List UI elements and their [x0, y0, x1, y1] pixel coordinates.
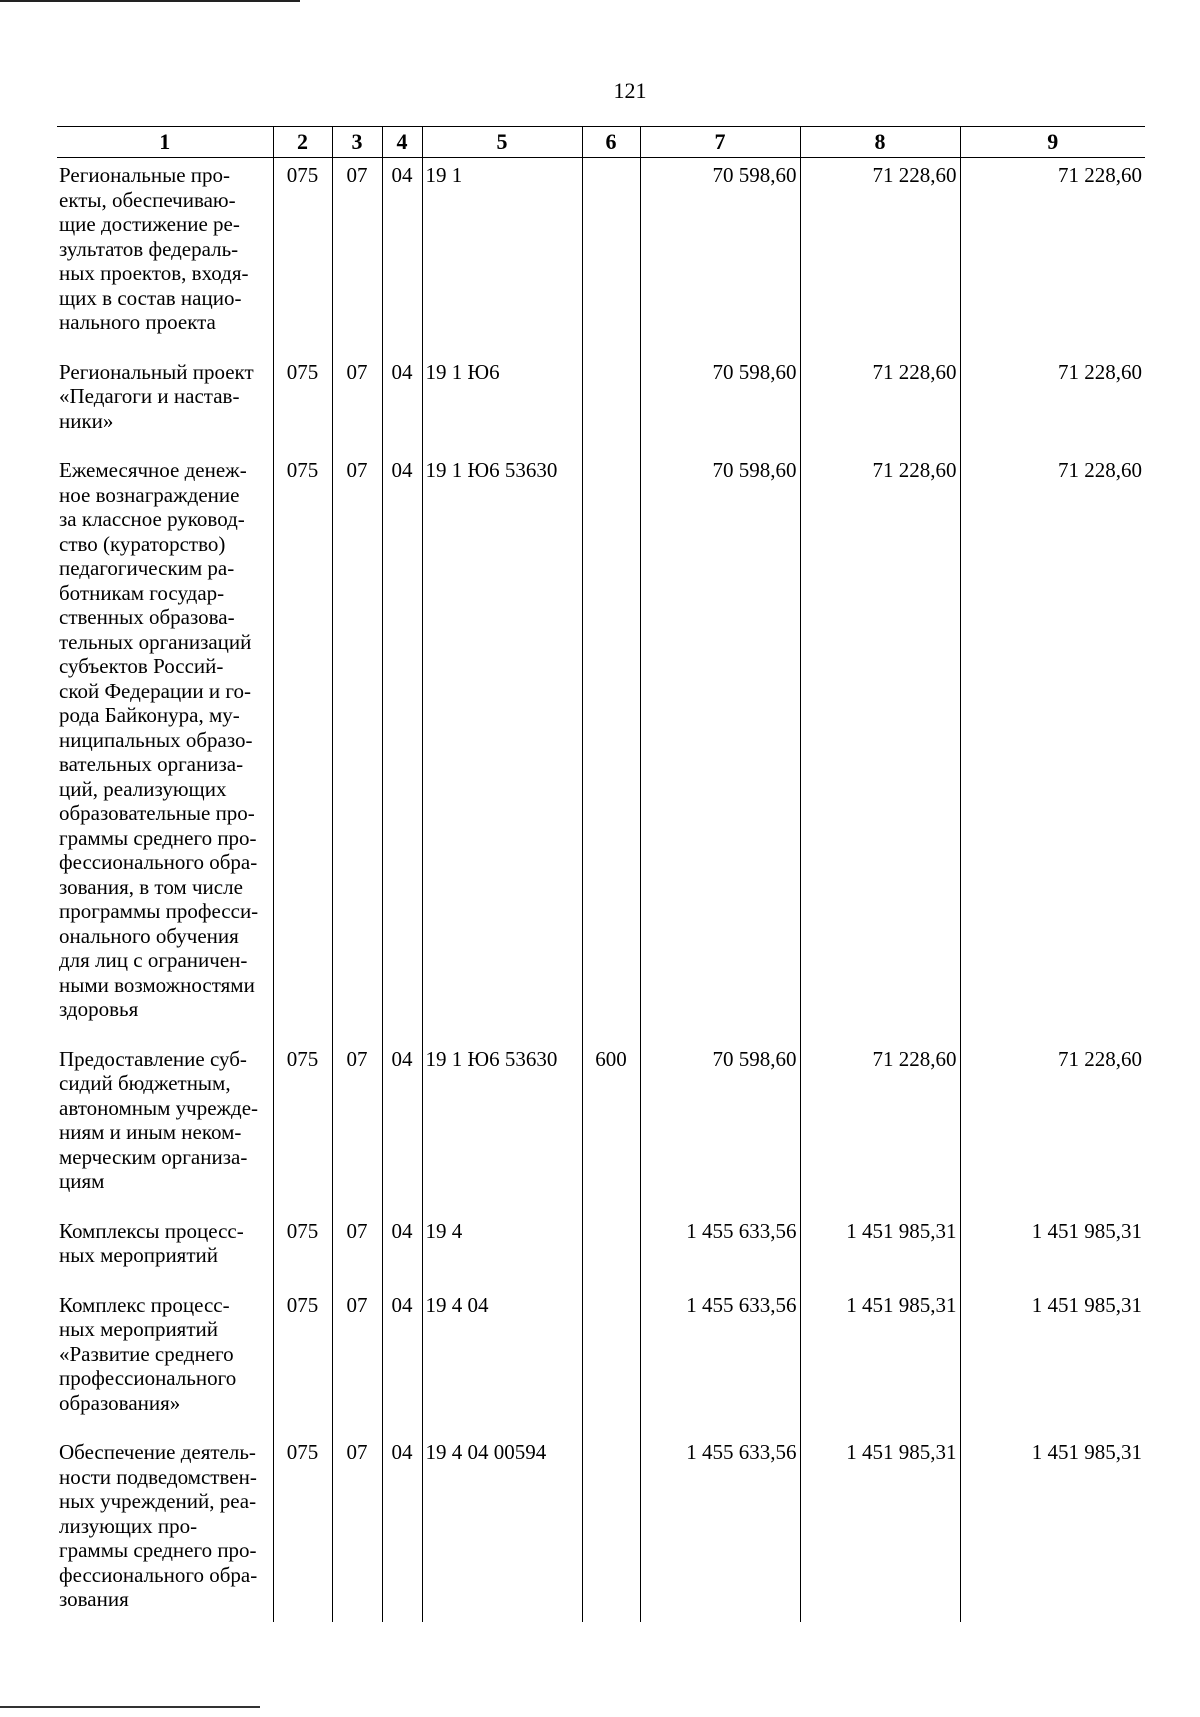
header-cell: 4 [382, 127, 422, 158]
table-row [57, 1214, 1145, 1288]
subsection-code-cell: 04 [382, 1435, 422, 1622]
amount-col8-cell: 71 228,60 [800, 158, 960, 355]
item-name-cell: Региональные про- екты, обеспечиваю- щие достижение ре- зультатов федераль- ных проектов, входя- щих в состав нацио- нального проекта [59, 163, 249, 334]
amount-col7-cell: 1 455 633,56 [640, 1435, 800, 1622]
target-item-cell: 19 1 Ю6 [422, 355, 582, 454]
table-row [57, 158, 1145, 355]
amount-col8-cell: 1 451 985,31 [800, 1214, 960, 1288]
ministry-code-cell: 075 [273, 1288, 332, 1436]
table-row [57, 453, 1145, 1042]
scan-border-top [0, 0, 300, 2]
item-name-cell: Предоставление суб- сидий бюджетным, автономным учрежде- ниям и иным неком- мерческим организа- циям [59, 1046, 259, 1193]
amount-col8-cell: 71 228,60 [800, 1042, 960, 1214]
subsection-code-cell: 04 [382, 453, 422, 1042]
amount-col7-cell: 1 455 633,56 [640, 1288, 800, 1436]
amount-col9-cell: 71 228,60 [960, 1042, 1145, 1214]
expense-type-cell [582, 1435, 640, 1622]
header-cell: 5 [422, 127, 582, 158]
amount-col9-cell: 71 228,60 [960, 453, 1145, 1042]
amount-col7-cell: 70 598,60 [640, 355, 800, 454]
ministry-code-cell: 075 [273, 1214, 332, 1288]
table-row [57, 1042, 1145, 1214]
amount-col9-cell: 71 228,60 [960, 355, 1145, 454]
amount-col7-cell: 70 598,60 [640, 453, 800, 1042]
amount-col7-cell: 1 455 633,56 [640, 1214, 800, 1288]
table-header [57, 127, 1145, 158]
ministry-code-cell: 075 [273, 355, 332, 454]
scan-border-bottom [0, 1706, 260, 1708]
header-cell: 6 [582, 127, 640, 158]
amount-col8-cell: 1 451 985,31 [800, 1435, 960, 1622]
amount-col8-cell: 1 451 985,31 [800, 1288, 960, 1436]
subsection-code-cell: 04 [382, 1042, 422, 1214]
subsection-code-cell: 04 [382, 355, 422, 454]
header-cell: 8 [800, 127, 960, 158]
section-code-cell: 07 [332, 1042, 382, 1214]
item-name-cell: Обеспечение деятель- ности подведомствен- ных учреждений, реа- лизующих про- граммы среднего про- фессионального обра- зования [59, 1440, 258, 1611]
target-item-cell: 19 4 04 [422, 1288, 582, 1436]
subsection-code-cell: 04 [382, 1288, 422, 1436]
expense-type-cell [582, 158, 640, 355]
header-cell: 1 [57, 127, 273, 158]
header-cell: 3 [332, 127, 382, 158]
page-number: 121 [613, 78, 647, 103]
amount-col8-cell: 71 228,60 [800, 355, 960, 454]
header-cell: 7 [640, 127, 800, 158]
target-item-cell: 19 4 04 00594 [422, 1435, 582, 1622]
table-row [57, 355, 1145, 454]
item-name-cell: Комплексы процесс- ных мероприятий [59, 1218, 244, 1267]
item-name-cell: Ежемесячное денеж- ное вознаграждение за классное руковод- ство (кураторство) педагогическим ра- ботникам государ- ственных образова- тельных организаций субъектов Россий- ской Федерации и го- рода Байконура, му- ниципальных образо- вательных организа- ций, реализующих образовательные про- граммы среднего про- фессионального обра- зования, в том числе программы професси- онального обучения для лиц с ограничен- ными возможностями здоровья [59, 458, 259, 1021]
header-cell: 9 [960, 127, 1145, 158]
section-code-cell: 07 [332, 355, 382, 454]
section-code-cell: 07 [332, 453, 382, 1042]
section-code-cell: 07 [332, 1435, 382, 1622]
amount-col7-cell: 70 598,60 [640, 158, 800, 355]
ministry-code-cell: 075 [273, 453, 332, 1042]
item-name-cell: Комплекс процесс- ных мероприятий «Развитие среднего профессионального образования» [59, 1292, 237, 1415]
budget-table [57, 126, 1145, 1622]
header-cell: 2 [273, 127, 332, 158]
expense-type-cell [582, 1288, 640, 1436]
table-body [57, 158, 1145, 1622]
amount-col7-cell: 70 598,60 [640, 1042, 800, 1214]
target-item-cell: 19 1 [422, 158, 582, 355]
expense-type-cell [582, 453, 640, 1042]
amount-col9-cell: 1 451 985,31 [960, 1214, 1145, 1288]
ministry-code-cell: 075 [273, 1042, 332, 1214]
target-item-cell: 19 4 [422, 1214, 582, 1288]
table-row [57, 1288, 1145, 1436]
section-code-cell: 07 [332, 158, 382, 355]
target-item-cell: 19 1 Ю6 53630 [422, 453, 582, 1042]
amount-col8-cell: 71 228,60 [800, 453, 960, 1042]
amount-col9-cell: 1 451 985,31 [960, 1288, 1145, 1436]
table-row [57, 1435, 1145, 1622]
subsection-code-cell: 04 [382, 1214, 422, 1288]
expense-type-cell [582, 1214, 640, 1288]
section-code-cell: 07 [332, 1288, 382, 1436]
ministry-code-cell: 075 [273, 158, 332, 355]
item-name-cell: Региональный проект «Педагоги и настав- ники» [59, 359, 254, 433]
expense-type-cell: 600 [582, 1042, 640, 1214]
amount-col9-cell: 71 228,60 [960, 158, 1145, 355]
expense-type-cell [582, 355, 640, 454]
target-item-cell: 19 1 Ю6 53630 [422, 1042, 582, 1214]
section-code-cell: 07 [332, 1214, 382, 1288]
subsection-code-cell: 04 [382, 158, 422, 355]
ministry-code-cell: 075 [273, 1435, 332, 1622]
amount-col9-cell: 1 451 985,31 [960, 1435, 1145, 1622]
